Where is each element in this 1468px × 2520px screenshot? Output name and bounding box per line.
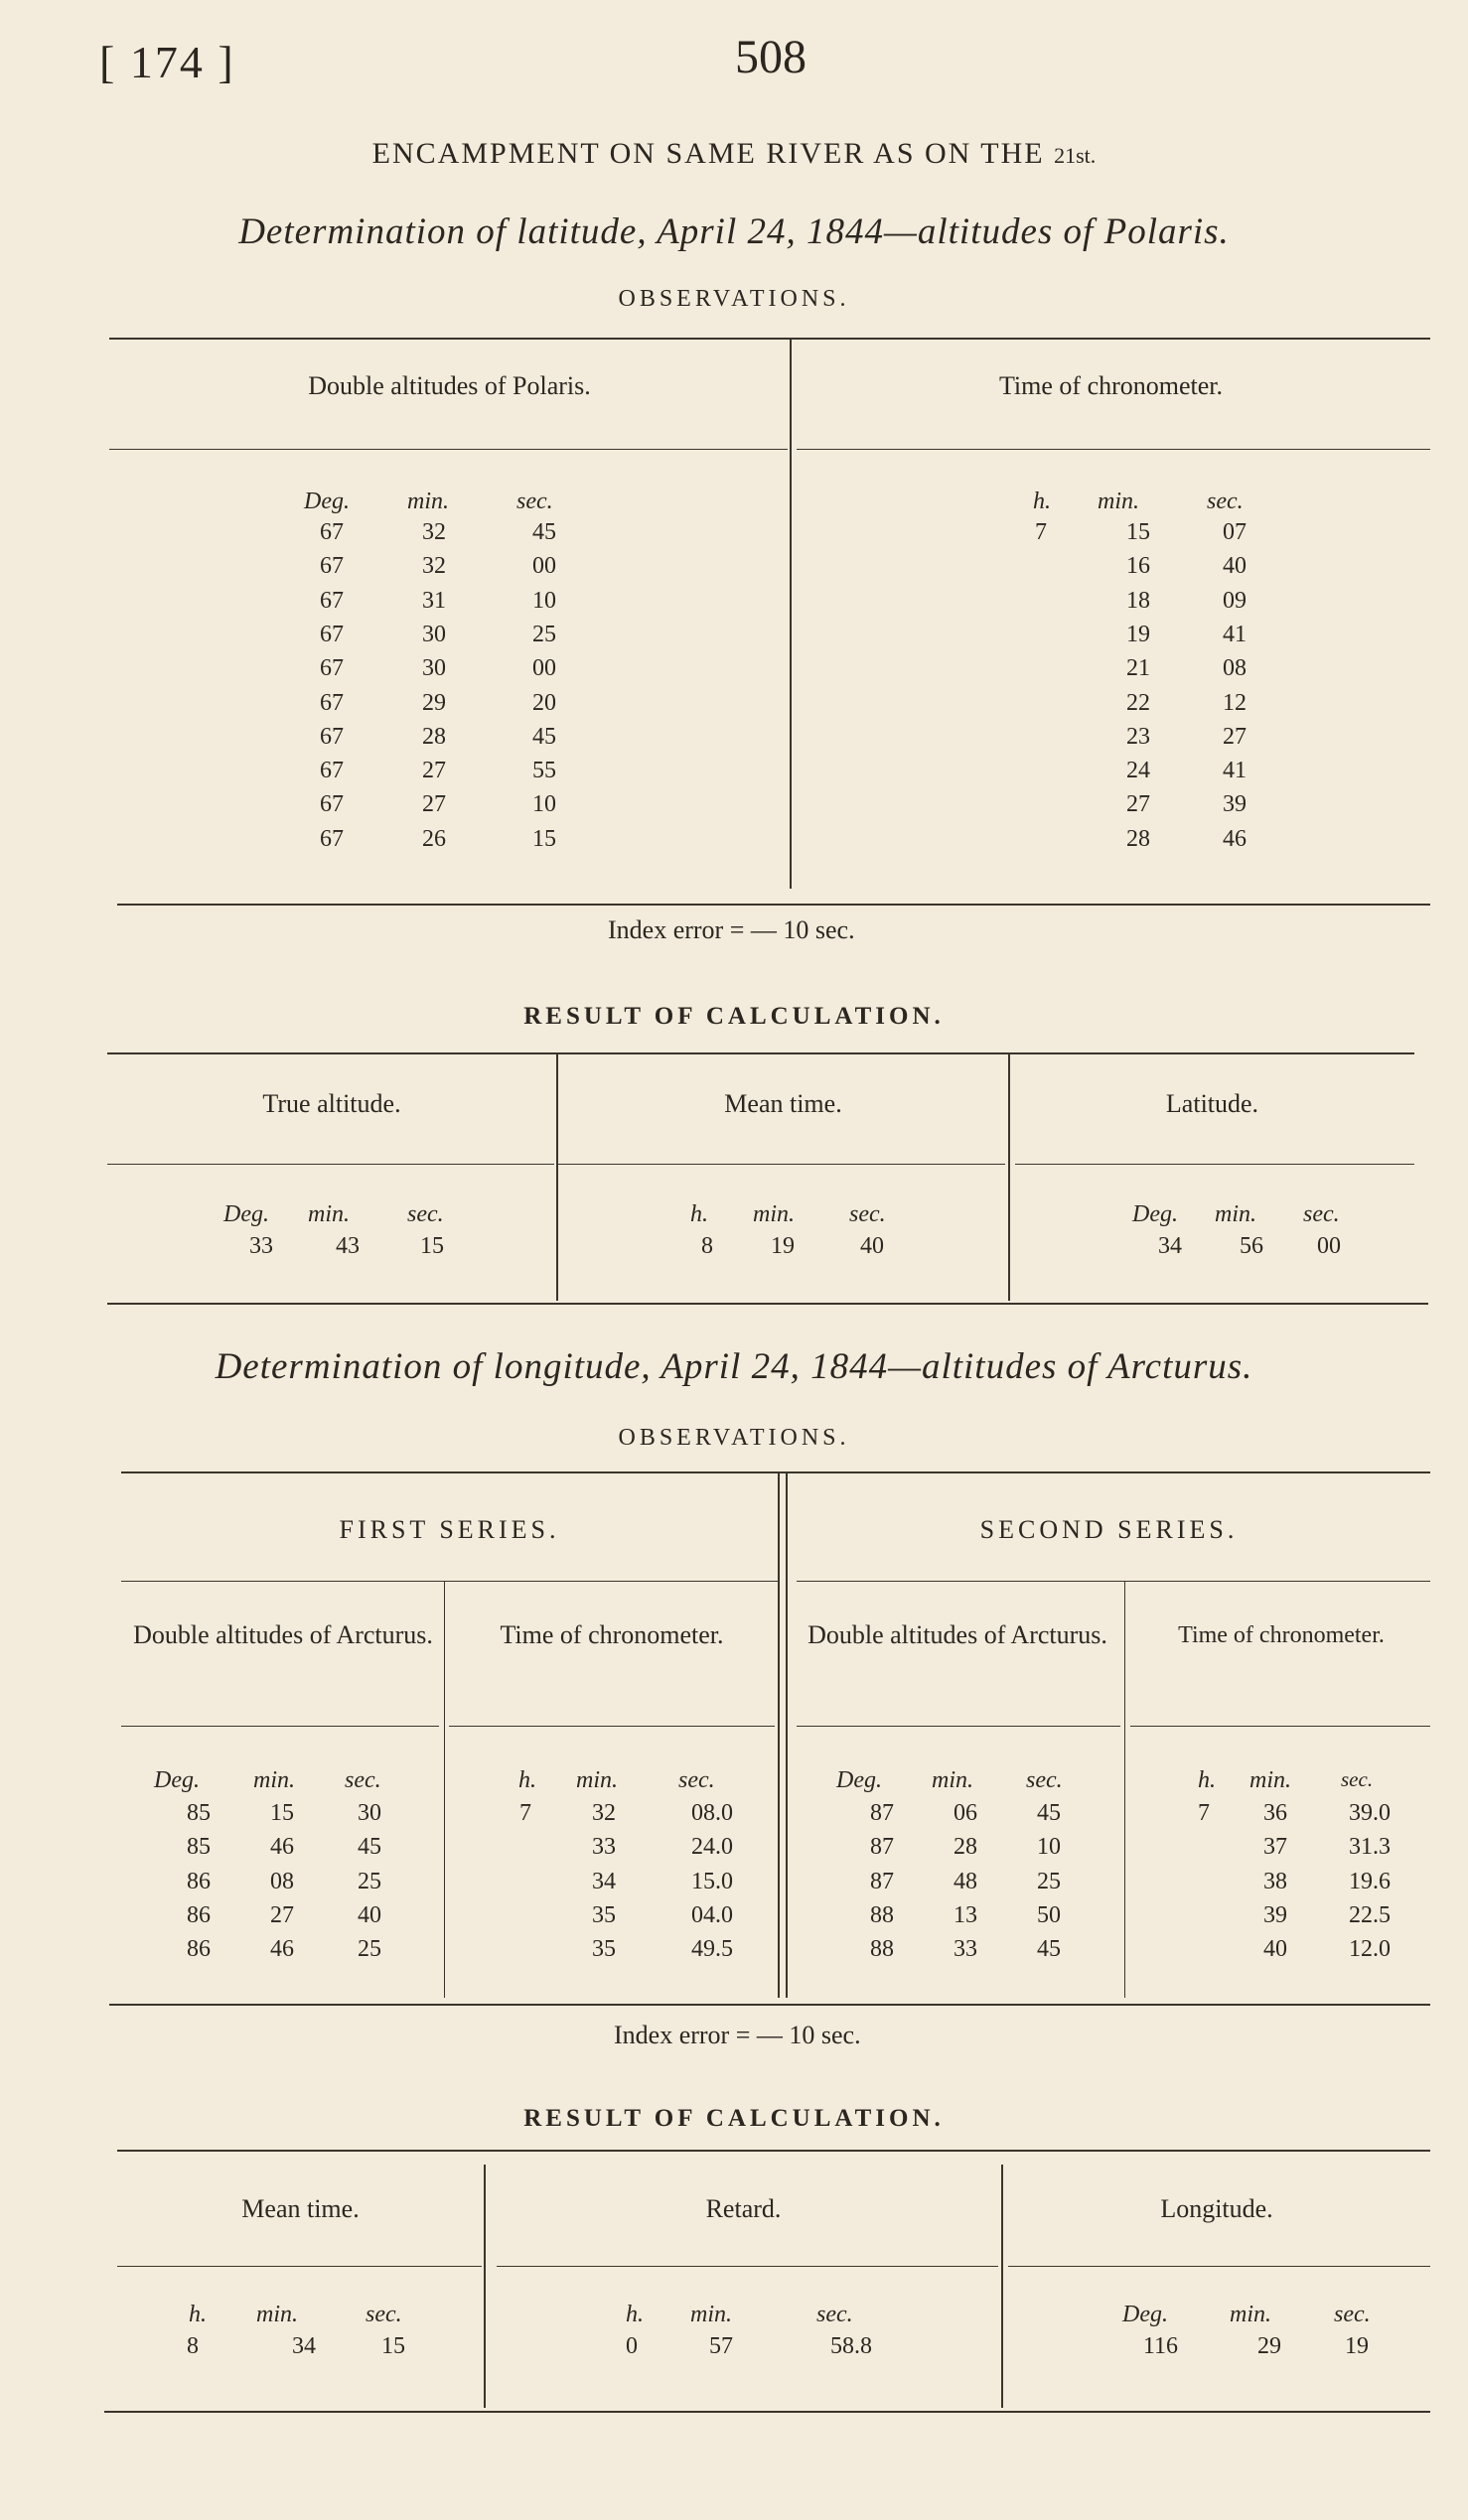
second-deg-cell: 88 — [870, 1936, 894, 1962]
rule — [558, 1164, 1005, 1165]
first-chron-min-cell: 35 — [592, 1936, 616, 1962]
result-value-cell: 58.8 — [830, 2333, 872, 2359]
chronometer-min-cell: 28 — [1126, 826, 1150, 852]
altitude-sec-cell: 10 — [532, 588, 556, 614]
encampment-heading — [0, 137, 1468, 171]
encampment-text: ENCAMPMENT ON SAME RIVER AS ON THE — [371, 137, 1045, 170]
rule — [1008, 2266, 1430, 2267]
unit-sec: sec. — [1207, 489, 1244, 514]
unit-min: min. — [576, 1767, 618, 1793]
chronometer-min-cell: 22 — [1126, 690, 1150, 716]
unit-min: min. — [1098, 489, 1139, 514]
second-chron-min-cell: 40 — [1263, 1936, 1287, 1962]
chronometer-min-cell: 27 — [1126, 791, 1150, 817]
first-deg-cell: 85 — [187, 1834, 211, 1860]
unit-sec: sec. — [516, 489, 553, 514]
result-value-cell: 19 — [771, 1233, 795, 1259]
altitude-min-cell: 28 — [422, 724, 446, 750]
rule — [109, 2004, 1430, 2006]
first-chron-min-cell: 33 — [592, 1834, 616, 1860]
altitude-sec-cell: 20 — [532, 690, 556, 716]
altitude-min-cell: 32 — [422, 519, 446, 545]
second-chron-min-cell: 37 — [1263, 1834, 1287, 1860]
result-value-cell: 43 — [336, 1233, 360, 1259]
first-deg-cell: 86 — [187, 1902, 211, 1928]
rule — [449, 1726, 775, 1727]
mean-time-header: Mean time. — [241, 2194, 360, 2223]
latitude-header: Latitude. — [1165, 1089, 1259, 1118]
true-altitude-header: True altitude. — [262, 1089, 401, 1118]
second-min-cell: 13 — [954, 1902, 977, 1928]
result-value-cell: 33 — [249, 1233, 273, 1259]
chronometer-min-cell: 24 — [1126, 758, 1150, 783]
result-value-cell: 34 — [292, 2333, 316, 2359]
altitude-deg-cell: 67 — [320, 519, 344, 545]
result-value-cell: 34 — [1158, 1233, 1182, 1259]
second-sec-cell: 50 — [1037, 1902, 1061, 1928]
unit-h: h. — [1033, 489, 1051, 514]
second-min-cell: 28 — [954, 1834, 977, 1860]
result-value-cell: 8 — [187, 2333, 199, 2359]
column-divider — [790, 338, 792, 889]
first-deg-cell: 86 — [187, 1869, 211, 1894]
column-divider — [1124, 1581, 1125, 1998]
altitude-sec-cell: 15 — [532, 826, 556, 852]
second-sec-cell: 45 — [1037, 1800, 1061, 1826]
first-hour-value: 7 — [519, 1800, 531, 1826]
chronometer-min-cell: 19 — [1126, 622, 1150, 647]
result-unit-label: sec. — [1303, 1201, 1340, 1227]
altitude-sec-cell: 00 — [532, 553, 556, 579]
second-chron-sec-cell: 12.0 — [1349, 1936, 1391, 1962]
rule — [117, 904, 1430, 906]
result-value-cell: 56 — [1240, 1233, 1263, 1259]
altitude-min-cell: 26 — [422, 826, 446, 852]
second-series-label: SECOND SERIES. — [979, 1515, 1239, 1544]
first-chron-sec-cell: 04.0 — [691, 1902, 733, 1928]
altitude-deg-cell: 67 — [320, 655, 344, 681]
chronometer-min-cell: 21 — [1126, 655, 1150, 681]
unit-min: min. — [407, 489, 449, 514]
result-unit-label: sec. — [849, 1201, 886, 1227]
result-value-cell: 57 — [709, 2333, 733, 2359]
unit-deg: Deg. — [836, 1767, 882, 1793]
encampment-day: 21st. — [1054, 143, 1097, 168]
second-deg-cell: 87 — [870, 1834, 894, 1860]
result-unit-label: sec. — [816, 2302, 853, 2327]
chronometer-sec-cell: 46 — [1223, 826, 1247, 852]
altitude-sec-cell: 25 — [532, 622, 556, 647]
result-value-cell: 8 — [701, 1233, 713, 1259]
unit-min: min. — [1249, 1767, 1291, 1793]
result-unit-label: min. — [1215, 1201, 1256, 1227]
result-value-cell: 29 — [1257, 2333, 1281, 2359]
first-deg-cell: 86 — [187, 1936, 211, 1962]
page-number: 508 — [735, 31, 807, 83]
first-sec-cell: 45 — [358, 1834, 381, 1860]
second-deg-cell: 87 — [870, 1800, 894, 1826]
longitude-index-error: Index error = — 10 sec. — [614, 2021, 861, 2049]
first-chron-min-cell: 32 — [592, 1800, 616, 1826]
result-unit-label: sec. — [407, 1201, 444, 1227]
longitude-title: Determination of longitude, April 24, 1844—altitudes of Arcturus. — [215, 1346, 1253, 1387]
chronometer-sec-cell: 12 — [1223, 690, 1247, 716]
first-chron-sec-cell: 15.0 — [691, 1869, 733, 1894]
second-min-cell: 48 — [954, 1869, 977, 1894]
chronometer-sec-cell: 39 — [1223, 791, 1247, 817]
rule — [107, 1303, 1428, 1305]
result-unit-label: h. — [690, 1201, 708, 1227]
result-unit-label: h. — [189, 2302, 207, 2327]
rule — [121, 1471, 1430, 1473]
latitude-observations-label: OBSERVATIONS. — [618, 286, 850, 312]
second-sec-cell: 45 — [1037, 1936, 1061, 1962]
rule — [797, 1726, 1120, 1727]
chronometer-sec-cell: 41 — [1223, 758, 1247, 783]
second-chron-sec-cell: 19.6 — [1349, 1869, 1391, 1894]
altitude-sec-cell: 00 — [532, 655, 556, 681]
result-unit-label: sec. — [1334, 2302, 1371, 2327]
chronometer-min-cell: 15 — [1126, 519, 1150, 545]
result-unit-label: sec. — [366, 2302, 402, 2327]
first-chron-sec-cell: 49.5 — [691, 1936, 733, 1962]
unit-h: h. — [1198, 1767, 1216, 1793]
unit-deg: Deg. — [304, 489, 350, 514]
rule — [1015, 1164, 1414, 1165]
series-divider — [786, 1471, 788, 1998]
result-value-cell: 15 — [420, 1233, 444, 1259]
unit-min: min. — [932, 1767, 973, 1793]
chronometer-sec-cell: 09 — [1223, 588, 1247, 614]
result-value-cell: 116 — [1142, 2333, 1178, 2359]
second-deg-cell: 88 — [870, 1902, 894, 1928]
altitude-min-cell: 31 — [422, 588, 446, 614]
chronometer-header: Time of chronometer. — [998, 371, 1224, 400]
first-sec-cell: 25 — [358, 1936, 381, 1962]
second-min-cell: 06 — [954, 1800, 977, 1826]
altitude-deg-cell: 67 — [320, 826, 344, 852]
first-chron-min-cell: 34 — [592, 1869, 616, 1894]
second-min-cell: 33 — [954, 1936, 977, 1962]
longitude-result-label: RESULT OF CALCULATION. — [523, 2105, 945, 2132]
altitude-deg-cell: 67 — [320, 724, 344, 750]
altitude-sec-cell: 45 — [532, 724, 556, 750]
altitude-min-cell: 30 — [422, 655, 446, 681]
first-sec-cell: 30 — [358, 1800, 381, 1826]
rule — [117, 2266, 482, 2267]
latitude-title: Determination of latitude, April 24, 1844—altitudes of Polaris. — [238, 211, 1230, 252]
result-unit-label: min. — [308, 1201, 350, 1227]
altitude-sec-cell: 55 — [532, 758, 556, 783]
altitude-deg-cell: 67 — [320, 791, 344, 817]
second-chron-min-cell: 38 — [1263, 1869, 1287, 1894]
altitude-min-cell: 27 — [422, 791, 446, 817]
result-unit-label: h. — [626, 2302, 644, 2327]
second-sec-cell: 25 — [1037, 1869, 1061, 1894]
result-value-cell: 40 — [860, 1233, 884, 1259]
polaris-altitude-header: Double altitudes of Polaris. — [308, 371, 591, 400]
rule — [109, 338, 1430, 340]
first-series-label: FIRST SERIES. — [339, 1515, 560, 1544]
chronometer-sec-cell: 27 — [1223, 724, 1247, 750]
result-unit-label: min. — [1230, 2302, 1271, 2327]
chronometer-sec-cell: 08 — [1223, 655, 1247, 681]
first-min-cell: 15 — [270, 1800, 294, 1826]
rule — [107, 1164, 554, 1165]
first-time-header: Time of chronometer. — [500, 1620, 724, 1649]
second-chron-min-cell: 36 — [1263, 1800, 1287, 1826]
result-unit-label: min. — [753, 1201, 795, 1227]
mean-time-header: Mean time. — [724, 1089, 842, 1118]
rule — [121, 1726, 439, 1727]
altitude-sec-cell: 10 — [532, 791, 556, 817]
first-sec-cell: 40 — [358, 1902, 381, 1928]
rule — [117, 2150, 1430, 2152]
first-chron-sec-cell: 24.0 — [691, 1834, 733, 1860]
first-min-cell: 46 — [270, 1936, 294, 1962]
altitude-deg-cell: 67 — [320, 553, 344, 579]
first-sec-cell: 25 — [358, 1869, 381, 1894]
unit-min: min. — [253, 1767, 295, 1793]
rule — [797, 449, 1430, 450]
second-hour-value: 7 — [1198, 1800, 1210, 1826]
second-chron-min-cell: 39 — [1263, 1902, 1287, 1928]
altitude-deg-cell: 67 — [320, 588, 344, 614]
first-chron-min-cell: 35 — [592, 1902, 616, 1928]
rule — [107, 1052, 1414, 1054]
bracket-page-number: [ 174 ] — [99, 37, 235, 87]
second-chron-sec-cell: 22.5 — [1349, 1902, 1391, 1928]
rule — [1130, 1726, 1430, 1727]
second-time-header: Time of chronometer. — [1178, 1622, 1385, 1648]
longitude-header: Longitude. — [1160, 2194, 1273, 2223]
rule — [797, 1581, 1430, 1582]
rule — [121, 1581, 778, 1582]
result-unit-label: Deg. — [1122, 2302, 1168, 2327]
altitude-deg-cell: 67 — [320, 622, 344, 647]
unit-deg: Deg. — [154, 1767, 200, 1793]
retard-header: Retard. — [705, 2194, 782, 2223]
result-value-cell: 19 — [1345, 2333, 1369, 2359]
hour-value: 7 — [1035, 519, 1047, 545]
unit-sec: sec. — [1341, 1767, 1374, 1791]
first-min-cell: 08 — [270, 1869, 294, 1894]
result-value-cell: 0 — [626, 2333, 638, 2359]
unit-sec: sec. — [1026, 1767, 1063, 1793]
second-deg-cell: 87 — [870, 1869, 894, 1894]
first-min-cell: 46 — [270, 1834, 294, 1860]
first-chron-sec-cell: 08.0 — [691, 1800, 733, 1826]
rule — [104, 2411, 1430, 2413]
altitude-deg-cell: 67 — [320, 690, 344, 716]
unit-sec: sec. — [345, 1767, 381, 1793]
chronometer-min-cell: 16 — [1126, 553, 1150, 579]
chronometer-min-cell: 23 — [1126, 724, 1150, 750]
unit-h: h. — [518, 1767, 536, 1793]
altitude-sec-cell: 45 — [532, 519, 556, 545]
series-divider — [778, 1471, 780, 1998]
rule — [109, 449, 788, 450]
latitude-index-error: Index error = — 10 sec. — [608, 915, 855, 944]
unit-sec: sec. — [678, 1767, 715, 1793]
second-chron-sec-cell: 31.3 — [1349, 1834, 1391, 1860]
first-min-cell: 27 — [270, 1902, 294, 1928]
altitude-min-cell: 32 — [422, 553, 446, 579]
first-deg-cell: 85 — [187, 1800, 211, 1826]
result-value-cell: 00 — [1317, 1233, 1341, 1259]
column-divider — [444, 1581, 445, 1998]
chronometer-min-cell: 18 — [1126, 588, 1150, 614]
result-value-cell: 15 — [381, 2333, 405, 2359]
altitude-min-cell: 30 — [422, 622, 446, 647]
altitude-deg-cell: 67 — [320, 758, 344, 783]
second-altitude-header: Double altitudes of Arcturus. — [807, 1620, 1107, 1649]
chronometer-sec-cell: 40 — [1223, 553, 1247, 579]
rule — [497, 2266, 998, 2267]
second-sec-cell: 10 — [1037, 1834, 1061, 1860]
latitude-result-label: RESULT OF CALCULATION. — [523, 1003, 945, 1030]
result-unit-label: Deg. — [223, 1201, 269, 1227]
result-unit-label: min. — [256, 2302, 298, 2327]
first-altitude-header: Double altitudes of Arcturus. — [133, 1620, 433, 1649]
chronometer-sec-cell: 41 — [1223, 622, 1247, 647]
result-unit-label: Deg. — [1132, 1201, 1178, 1227]
altitude-min-cell: 29 — [422, 690, 446, 716]
second-chron-sec-cell: 39.0 — [1349, 1800, 1391, 1826]
longitude-observations-label: OBSERVATIONS. — [618, 1425, 850, 1451]
chronometer-sec-cell: 07 — [1223, 519, 1247, 545]
altitude-min-cell: 27 — [422, 758, 446, 783]
result-unit-label: min. — [690, 2302, 732, 2327]
